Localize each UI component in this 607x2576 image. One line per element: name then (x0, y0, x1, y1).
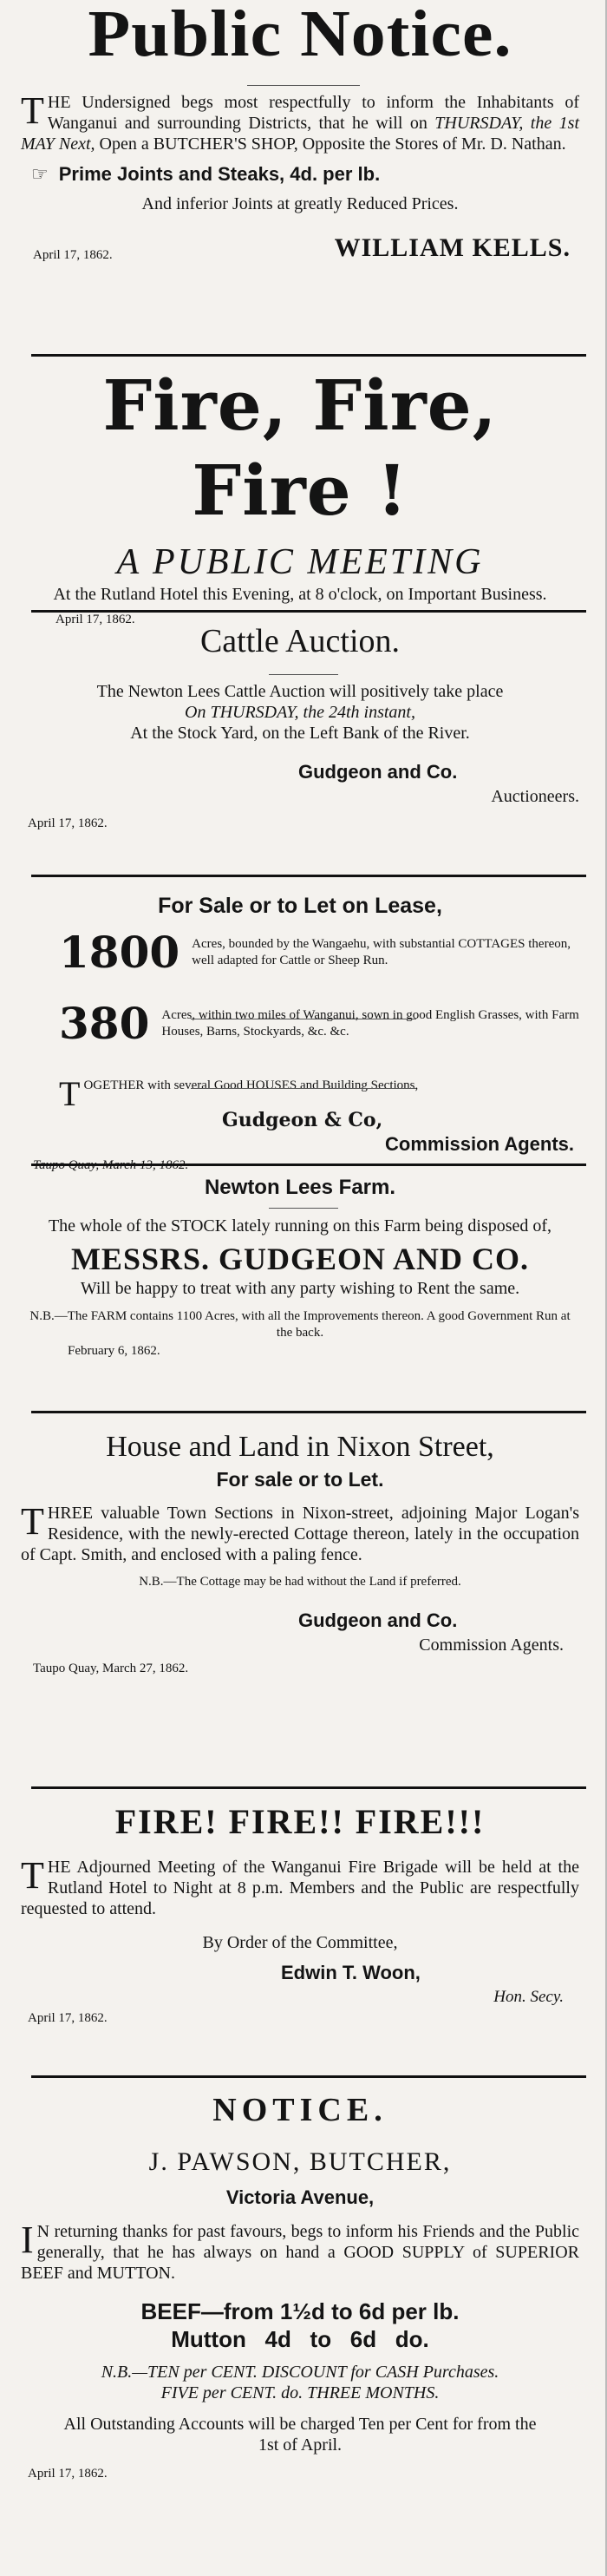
fire-title: Fire, Fire, Fire ! (102, 364, 498, 531)
highlight-line (21, 163, 579, 186)
street-name: Victoria Avenue, (225, 2186, 375, 2208)
lot-1800 (21, 927, 579, 978)
fire-body: At the Rutland Hotel this Evening, at 8 o'clock, on Important Business. (53, 585, 547, 604)
section-rule (31, 1786, 586, 1789)
dropcap: T (21, 1500, 44, 1543)
fire-subtitle: A PUBLIC MEETING (116, 542, 484, 582)
cattle-title: Cattle Auction. (199, 623, 401, 659)
firm-role: Auctioneers. (491, 787, 579, 806)
beef-price: BEEF—from 1½d to 6d per lb. (140, 2298, 460, 2324)
dropcap: T (21, 1854, 44, 1897)
title-divider (269, 674, 338, 675)
date: Taupo Quay, March 13, 1862. (33, 1158, 189, 1172)
section-rule (31, 354, 586, 357)
highlight-text: Prime Joints and Steaks, 4d. per lb. (58, 163, 381, 185)
brigade-order: By Order of the Committee, (202, 1933, 398, 1952)
date: April 17, 1862. (33, 248, 113, 262)
nixon-body-text: HREE valuable Town Sections in Nixon-street, adjoining Major Logan's Residence, with the newly-erected Cottage thereon, lately in the occupation of Capt. Smith, and enclosed with a paling fence. (21, 1504, 579, 1564)
signature-row (21, 233, 579, 263)
lot-acres: 1800 (59, 927, 180, 978)
dropcap: T (59, 1074, 81, 1113)
nixon-note: N.B.—The Cottage may be had without the Land if preferred. (139, 1575, 461, 1589)
firm-name: Gudgeon and Co. (298, 761, 458, 783)
cattle-auction-ad (0, 619, 598, 831)
for-sale-ad (0, 883, 598, 1173)
body-text-end: Open a BUTCHER'S SHOP, Opposite the Stores of Mr. D. Nathan. (95, 134, 566, 154)
together-text (21, 1074, 579, 1113)
nixon-street-ad (0, 1419, 598, 1676)
public-notice-body (21, 89, 579, 154)
nixon-body (21, 1500, 579, 1565)
cattle-line-3: At the Stock Yard, on the Left Bank of the River. (130, 724, 470, 743)
brigade-body (21, 1854, 579, 1919)
date: April 17, 1862. (55, 613, 135, 626)
lot-acres: 380 (59, 998, 150, 1049)
newton-lees-ad (0, 1171, 598, 1359)
signature-role: Hon. Secy. (493, 1988, 564, 2006)
for-sale-title: For Sale or to Let on Lease, (158, 894, 442, 918)
firm-name: Gudgeon & Co, (222, 1109, 383, 1131)
nixon-subtitle: For sale or to Let. (216, 1468, 384, 1491)
accounts-note: All Outstanding Accounts will be charged Ten per Cent for from the 1st of April. (63, 2415, 537, 2455)
brigade-body-text: HE Adjourned Meeting of the Wanganui Fire Brigade will be held at the Rutland Hotel to Night at 8 p.m. Members and the Public are respectfully requested to attend. (21, 1858, 579, 1918)
mutton-price: Mutton 4d to 6d do. (171, 2326, 429, 2352)
date: Taupo Quay, March 27, 1862. (33, 1662, 189, 1675)
section-rule (31, 1411, 586, 1413)
newton-note: N.B.—The FARM contains 1100 Acres, with all the Improvements thereon. A good Government Run at the back. (29, 1309, 571, 1340)
public-notice-title: Public Notice. (88, 0, 512, 70)
newton-line-1: The whole of the STOCK lately running on this Farm being disposed of, (48, 1216, 552, 1236)
body-text-day: THURSDAY, the 1st MAY Next, (21, 114, 579, 154)
fire-brigade-ad (0, 1794, 598, 2026)
firm-name: Gudgeon and Co. (298, 1609, 458, 1631)
newton-line-2: Will be happy to treat with any party wishing to Rent the same. (80, 1279, 520, 1298)
butcher-name: J. PAWSON, BUTCHER, (148, 2147, 452, 2176)
lot-description: Acres, within two miles of Wanganui, sown in good English Grasses, with Farm Houses, Barns, Stockyards, &c. &c. (161, 1008, 579, 1039)
pawson-body-text: N returning thanks for past favours, begs to inform his Friends and the Public generally, that he has always on hand a GOOD SUPPLY of SUPERIOR BEEF and MUTTON. (21, 2222, 579, 2283)
pawson-body (21, 2221, 579, 2284)
signature: Edwin T. Woon, (281, 1962, 421, 1983)
brigade-title: FIRE! FIRE!! FIRE!!! (114, 1802, 486, 1841)
title-divider (269, 1208, 338, 1209)
section-rule (31, 1163, 586, 1166)
dropcap: T (21, 89, 44, 132)
together-body: OGETHER with several Good HOUSES and Building Sections, (83, 1078, 419, 1092)
firm-role: Commission Agents. (419, 1635, 564, 1655)
lot-divider (191, 1088, 416, 1089)
date: February 6, 1862. (68, 1344, 160, 1358)
section-rule (31, 875, 586, 877)
title-divider (247, 85, 360, 86)
discount-line-2: FIVE per CENT. do. THREE MONTHS. (160, 2383, 440, 2402)
section-rule (31, 2075, 586, 2078)
date: April 17, 1862. (28, 816, 108, 830)
lot-380 (21, 998, 579, 1049)
firm-name: MESSRS. GUDGEON AND CO. (70, 1242, 530, 1276)
signature: WILLIAM KELLS. (334, 233, 571, 262)
date: April 17, 1862. (28, 2467, 108, 2481)
body-text-start: HE Undersigned begs most respectfully to inform the Inhabitants of Wanganui and surrounding Districts, that he will on (47, 93, 579, 133)
notice-title: NOTICE. (212, 2092, 388, 2128)
discount-line-1: N.B.—TEN per CENT. DISCOUNT for CASH Purchases. (101, 2363, 499, 2382)
cattle-line-2: On THURSDAY, the 24th instant, (185, 703, 415, 722)
fire-meeting-ad (0, 363, 598, 627)
newton-title: Newton Lees Farm. (204, 1176, 396, 1199)
pointing-hand-icon: ☞ (31, 164, 49, 186)
firm-role: Commission Agents. (385, 1133, 574, 1155)
sub-text: And inferior Joints at greatly Reduced Prices. (141, 194, 459, 213)
nixon-title: House and Land in Nixon Street, (106, 1431, 494, 1463)
date: April 17, 1862. (28, 2011, 108, 2025)
cattle-line-1: The Newton Lees Cattle Auction will positively take place (96, 682, 504, 701)
section-rule (31, 610, 586, 613)
pawson-ad (0, 2084, 598, 2481)
dropcap: I (21, 2219, 34, 2261)
lot-description: Acres, bounded by the Wangaehu, with substantial COTTAGES thereon, well adapted for Cattle or Sheep Run. (192, 937, 571, 967)
public-notice-ad (0, 0, 598, 263)
